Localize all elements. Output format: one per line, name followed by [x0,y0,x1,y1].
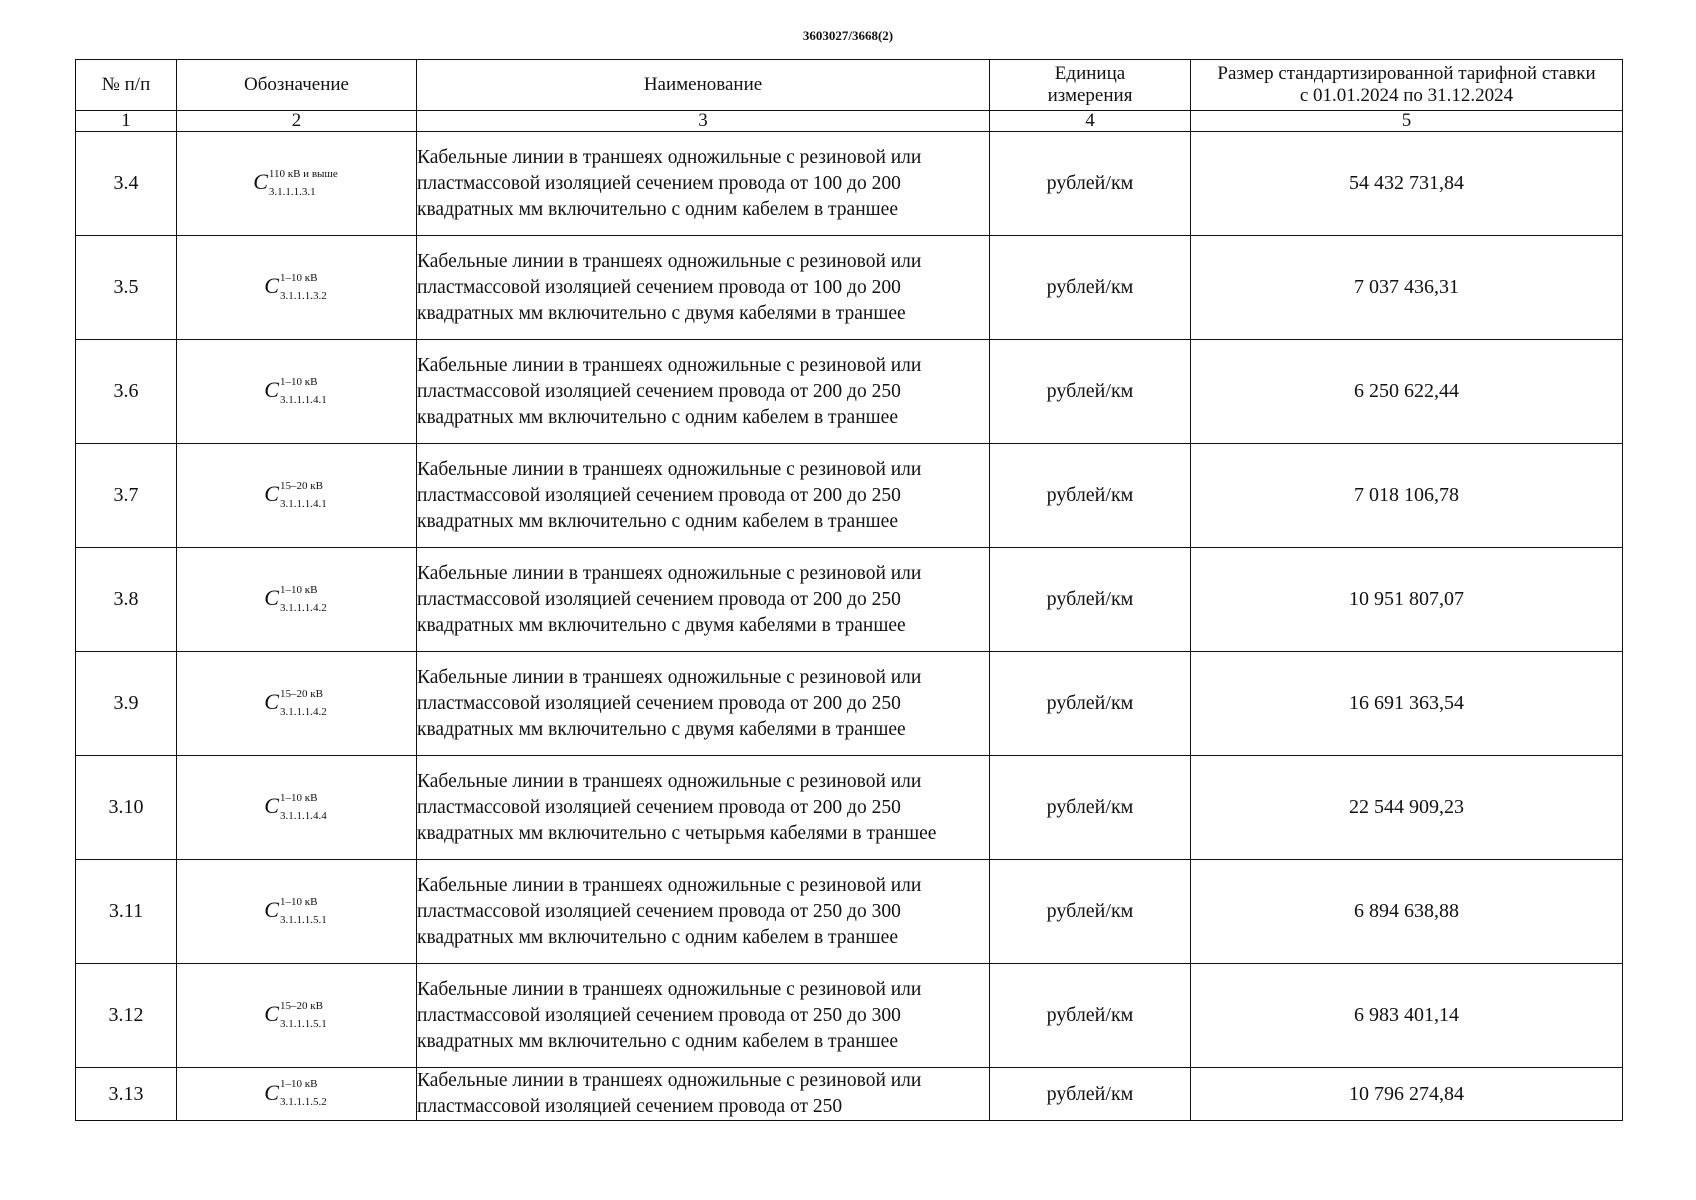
item-name: Кабельные линии в траншеях одножильные с резиновой или пластмассовой изоляцией сечением провода от 200 до 250 квадратных мм включительно с четырьмя кабелями в траншее [417,756,990,860]
designation-cell [177,132,417,236]
designation-cell [177,652,417,756]
column-number: 4 [990,111,1191,132]
row-number: 3.12 [76,964,177,1068]
column-number: 3 [417,111,990,132]
designation-cell [177,1068,417,1121]
rate-value: 22 544 909,23 [1191,756,1623,860]
row-number: 3.7 [76,444,177,548]
designation-symbol: C 110 кВ и выше 3.1.1.1.3.1 [253,167,338,198]
unit-cell: рублей/км [990,756,1191,860]
designation-subscript: 3.1.1.1.4.1 [279,393,327,406]
designation-cell [177,860,417,964]
designation-superscript: 15–20 кВ [279,479,323,492]
column-header-number: № п/п [76,60,177,111]
designation-symbol: C 1–10 кВ 3.1.1.1.5.1 [264,895,327,926]
table-row [76,1068,1623,1121]
unit-cell: рублей/км [990,860,1191,964]
designation-superscript: 15–20 кВ [279,999,323,1012]
column-number-row [76,111,1623,132]
column-number: 5 [1191,111,1623,132]
rate-value: 10 796 274,84 [1191,1068,1623,1121]
designation-superscript: 1–10 кВ [279,1078,318,1091]
table-body [76,132,1623,1121]
unit-cell: рублей/км [990,236,1191,340]
column-header-rate: Размер стандартизированной тарифной ставки с 01.01.2024 по 31.12.2024 [1191,60,1623,111]
table-row [76,756,1623,860]
table-row [76,444,1623,548]
designation-cell [177,756,417,860]
column-header-unit: Единица измерения [990,60,1191,111]
item-name: Кабельные линии в траншеях одножильные с резиновой или пластмассовой изоляцией сечением провода от 200 до 250 квадратных мм включительно с двумя кабелями в траншее [417,548,990,652]
designation-subscript: 3.1.1.1.5.2 [279,1096,327,1109]
designation-superscript: 1–10 кВ [279,895,318,908]
designation-symbol: C 1–10 кВ 3.1.1.1.4.2 [264,583,327,614]
document-code: 3603027/3668(2) [802,28,894,43]
rate-value: 10 951 807,07 [1191,548,1623,652]
designation-subscript: 3.1.1.1.5.1 [279,1017,327,1030]
row-number: 3.4 [76,132,177,236]
row-number: 3.10 [76,756,177,860]
designation-symbol: C 15–20 кВ 3.1.1.1.4.1 [264,479,327,510]
designation-superscript: 1–10 кВ [279,271,318,284]
row-number: 3.9 [76,652,177,756]
designation-cell [177,444,417,548]
table-row [76,548,1623,652]
item-name: Кабельные линии в траншеях одножильные с резиновой или пластмассовой изоляцией сечением провода от 200 до 250 квадратных мм включительно с двумя кабелями в траншее [417,652,990,756]
row-number: 3.5 [76,236,177,340]
table-row [76,860,1623,964]
designation-subscript: 3.1.1.1.4.2 [279,601,327,614]
designation-symbol: C 1–10 кВ 3.1.1.1.4.1 [264,375,327,406]
designation-symbol: C 1–10 кВ 3.1.1.1.5.2 [264,1078,327,1109]
item-name: Кабельные линии в траншеях одножильные с резиновой или пластмассовой изоляцией сечением провода от 200 до 250 квадратных мм включительно с одним кабелем в траншее [417,340,990,444]
designation-symbol: C 15–20 кВ 3.1.1.1.5.1 [264,999,327,1030]
designation-superscript: 1–10 кВ [279,375,318,388]
table-row [76,340,1623,444]
designation-subscript: 3.1.1.1.4.4 [279,809,327,822]
unit-cell: рублей/км [990,548,1191,652]
rate-value: 7 037 436,31 [1191,236,1623,340]
tariff-table [75,59,1623,1121]
row-number: 3.8 [76,548,177,652]
designation-symbol: C 15–20 кВ 3.1.1.1.4.2 [264,687,327,718]
column-header-designation: Обозначение [177,60,417,111]
designation-subscript: 3.1.1.1.3.1 [268,185,316,198]
rate-value: 6 250 622,44 [1191,340,1623,444]
designation-superscript: 110 кВ и выше [268,167,338,180]
rate-value: 6 983 401,14 [1191,964,1623,1068]
unit-cell: рублей/км [990,652,1191,756]
designation-cell [177,236,417,340]
item-name: Кабельные линии в траншеях одножильные с резиновой или пластмассовой изоляцией сечением провода от 250 до 300 квадратных мм включительно с одним кабелем в траншее [417,964,990,1068]
table-row [76,132,1623,236]
designation-cell [177,340,417,444]
unit-cell: рублей/км [990,340,1191,444]
designation-subscript: 3.1.1.1.4.1 [279,497,327,510]
item-name: Кабельные линии в траншеях одножильные с резиновой или пластмассовой изоляцией сечением провода от 250 [417,1068,990,1121]
designation-symbol: C 1–10 кВ 3.1.1.1.3.2 [264,271,327,302]
table-row [76,236,1623,340]
row-number: 3.6 [76,340,177,444]
designation-subscript: 3.1.1.1.4.2 [279,705,327,718]
item-name: Кабельные линии в траншеях одножильные с резиновой или пластмассовой изоляцией сечением провода от 250 до 300 квадратных мм включительно с одним кабелем в траншее [417,860,990,964]
row-number: 3.13 [76,1068,177,1121]
header-row [76,60,1623,111]
table-row [76,652,1623,756]
rate-value: 7 018 106,78 [1191,444,1623,548]
designation-subscript: 3.1.1.1.3.2 [279,289,327,302]
column-number: 1 [76,111,177,132]
item-name: Кабельные линии в траншеях одножильные с резиновой или пластмассовой изоляцией сечением провода от 100 до 200 квадратных мм включительно с двумя кабелями в траншее [417,236,990,340]
designation-subscript: 3.1.1.1.5.1 [279,913,327,926]
rate-value: 16 691 363,54 [1191,652,1623,756]
item-name: Кабельные линии в траншеях одножильные с резиновой или пластмассовой изоляцией сечением провода от 100 до 200 квадратных мм включительно с одним кабелем в траншее [417,132,990,236]
row-number: 3.11 [76,860,177,964]
column-header-name: Наименование [417,60,990,111]
unit-cell: рублей/км [990,1068,1191,1121]
designation-superscript: 1–10 кВ [279,583,318,596]
unit-cell: рублей/км [990,132,1191,236]
designation-superscript: 15–20 кВ [279,687,323,700]
designation-cell [177,964,417,1068]
designation-symbol: C 1–10 кВ 3.1.1.1.4.4 [264,791,327,822]
column-number: 2 [177,111,417,132]
unit-cell: рублей/км [990,444,1191,548]
designation-cell [177,548,417,652]
rate-value: 6 894 638,88 [1191,860,1623,964]
rate-value: 54 432 731,84 [1191,132,1623,236]
table-row [76,964,1623,1068]
designation-superscript: 1–10 кВ [279,791,318,804]
unit-cell: рублей/км [990,964,1191,1068]
item-name: Кабельные линии в траншеях одножильные с резиновой или пластмассовой изоляцией сечением провода от 200 до 250 квадратных мм включительно с одним кабелем в траншее [417,444,990,548]
